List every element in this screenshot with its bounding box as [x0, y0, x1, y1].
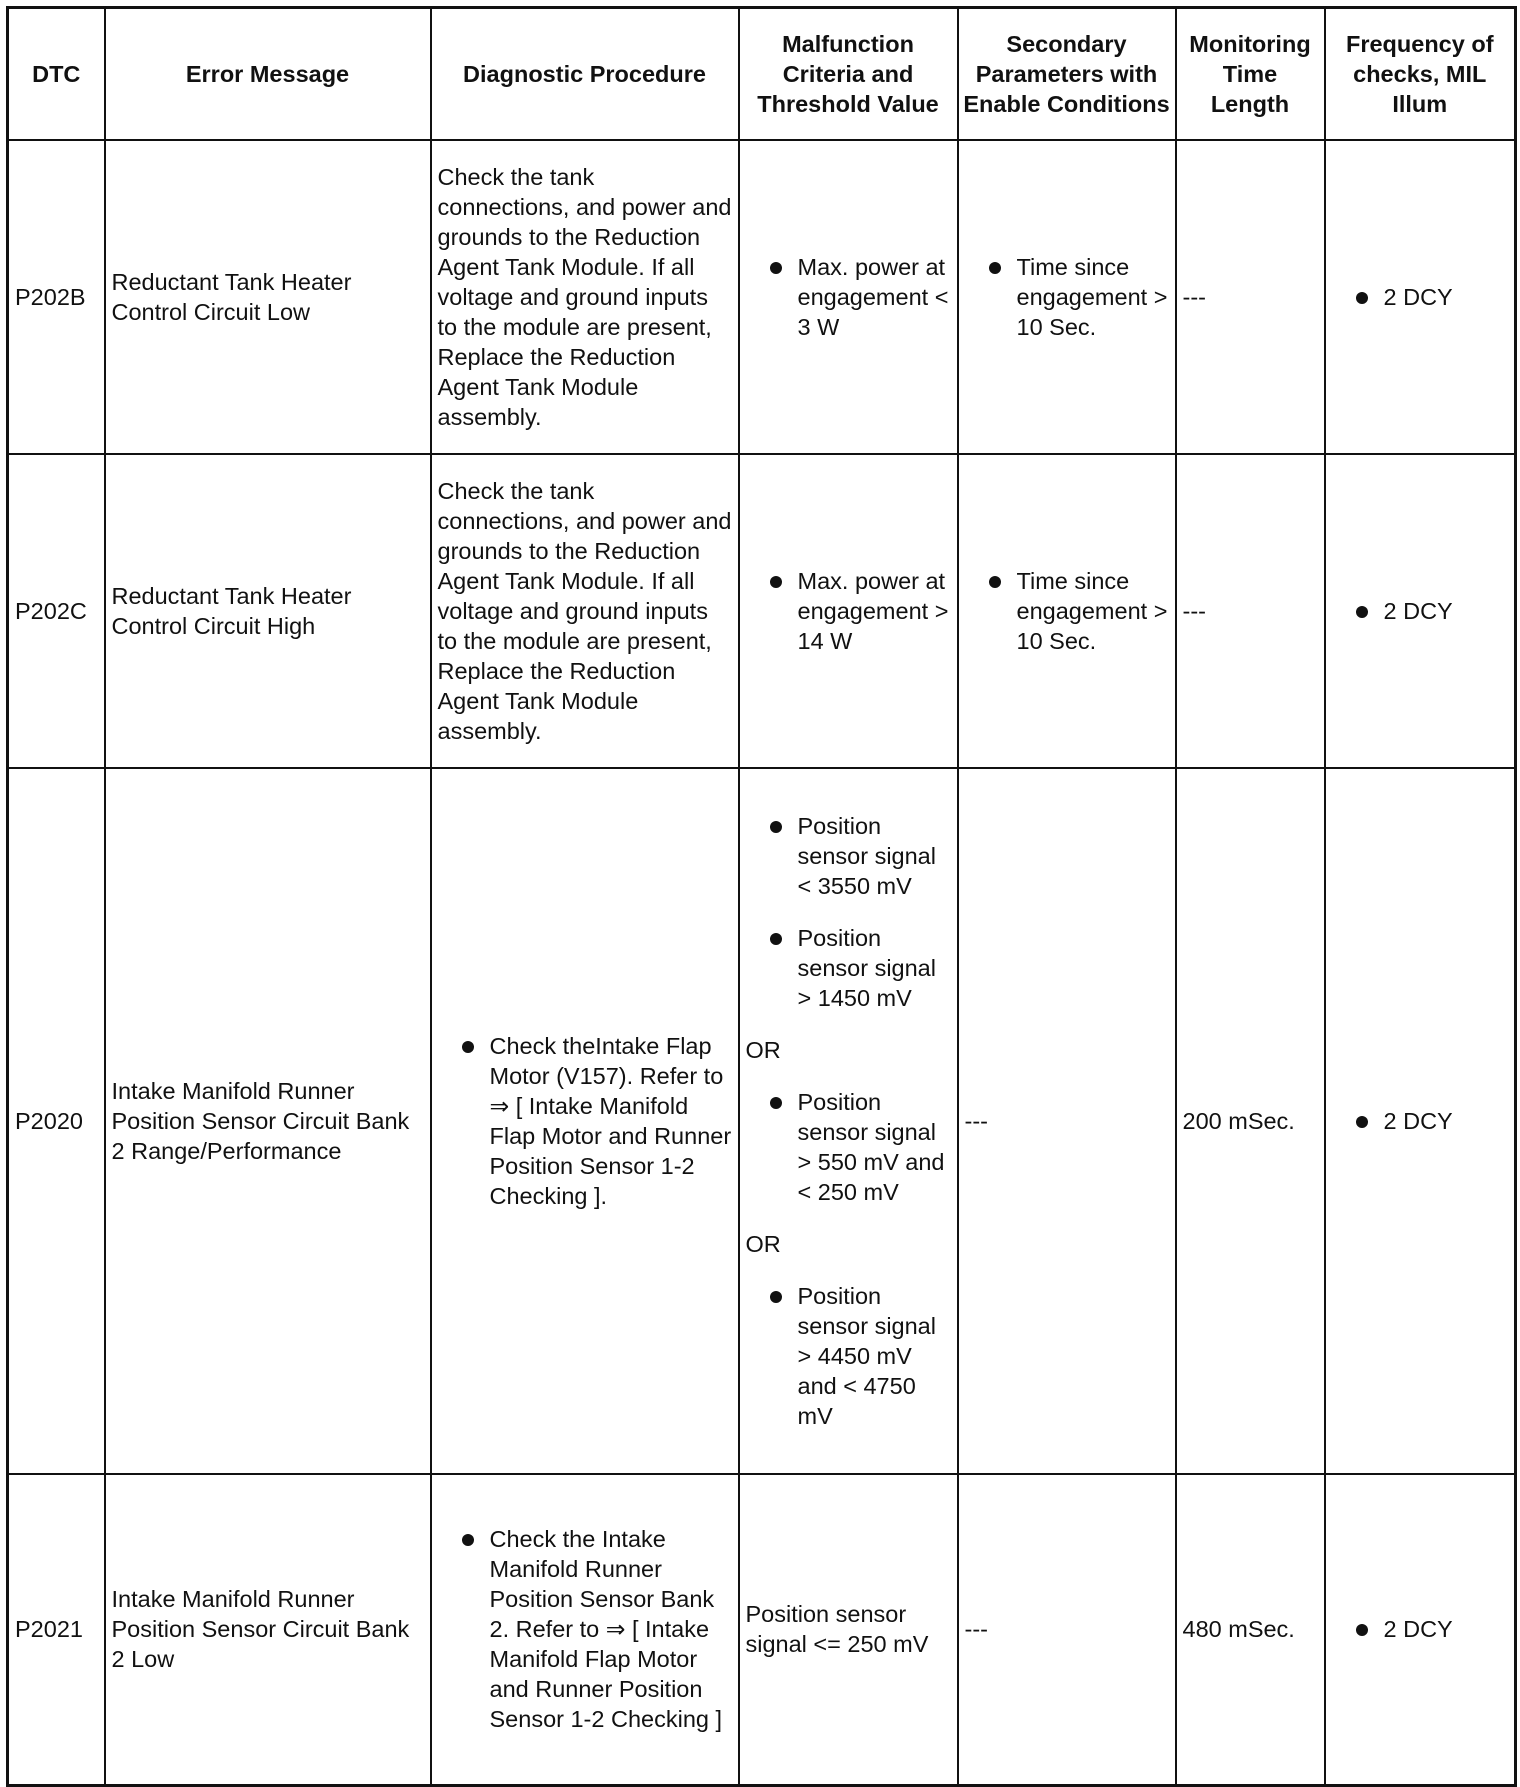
error-message: Intake Manifold Runner Position Sensor Circuit Bank 2 Range/Performance	[105, 768, 431, 1474]
secondary-bullet: Time since engagement > 10 Sec.	[965, 252, 1169, 342]
criteria-bullet: Max. power at engagement < 3 W	[746, 252, 951, 342]
error-message: Reductant Tank Heater Control Circuit High	[105, 454, 431, 768]
diagnostic-procedure: Check the tank connections, and power and grounds to the Reduction Agent Tank Module. If all voltage and ground inputs to the module are present, Replace the Reduction Agent Tank Module assembly.	[431, 454, 739, 768]
header-frequency: Frequency of checks, MIL Illum	[1325, 8, 1516, 141]
frequency-bullet: 2 DCY	[1332, 282, 1509, 312]
header-diagnostic-procedure: Diagnostic Procedure	[431, 8, 739, 141]
frequency	[1325, 768, 1516, 1474]
error-message: Intake Manifold Runner Position Sensor Circuit Bank 2 Low	[105, 1474, 431, 1785]
secondary-parameters: ---	[958, 768, 1176, 1474]
criteria-group	[746, 811, 951, 1431]
criteria-bullet: Position sensor signal > 550 mV and < 250 mV	[746, 1087, 951, 1207]
procedure-bullet: Check theIntake Flap Motor (V157). Refer to ⇒ [ Intake Manifold Flap Motor and Runner Position Sensor 1-2 Checking ].	[438, 1031, 732, 1211]
or-label: OR	[745, 1231, 781, 1257]
table-row-p2020	[8, 768, 1516, 1474]
frequency	[1325, 1474, 1516, 1785]
secondary-parameters	[958, 454, 1176, 768]
frequency-bullet: 2 DCY	[1332, 1106, 1509, 1136]
monitoring-time: ---	[1176, 140, 1325, 454]
dtc-code: P2021	[8, 1474, 105, 1785]
table-row-p2021	[8, 1474, 1516, 1785]
monitoring-time: ---	[1176, 454, 1325, 768]
secondary-bullet: Time since engagement > 10 Sec.	[965, 566, 1169, 656]
criteria-bullet: Max. power at engagement > 14 W	[746, 566, 951, 656]
diagnostic-procedure: Check the tank connections, and power and grounds to the Reduction Agent Tank Module. If all voltage and ground inputs to the module are present, Replace the Reduction Agent Tank Module assembly.	[431, 140, 739, 454]
criteria-bullet: Position sensor signal > 1450 mV	[746, 923, 951, 1013]
secondary-parameters	[958, 140, 1176, 454]
frequency-bullet: 2 DCY	[1332, 596, 1509, 626]
frequency	[1325, 140, 1516, 454]
or-label: OR	[745, 1037, 781, 1063]
dtc-table	[6, 6, 1517, 1787]
diagnostic-procedure	[431, 1474, 739, 1785]
header-error-message: Error Message	[105, 8, 431, 141]
error-message: Reductant Tank Heater Control Circuit Low	[105, 140, 431, 454]
table-row-p202b	[8, 140, 1516, 454]
frequency	[1325, 454, 1516, 768]
monitoring-time: 480 mSec.	[1176, 1474, 1325, 1785]
malfunction-criteria	[739, 768, 958, 1474]
criteria-bullet: Position sensor signal > 4450 mV and < 4750 mV	[746, 1281, 951, 1431]
header-secondary-parameters: Secondary Parameters with Enable Conditions	[958, 8, 1176, 141]
dtc-code: P202B	[8, 140, 105, 454]
header-dtc: DTC	[8, 8, 105, 141]
criteria-bullet: Position sensor signal < 3550 mV	[746, 811, 951, 901]
procedure-bullet: Check the Intake Manifold Runner Position Sensor Bank 2. Refer to ⇒ [ Intake Manifold Flap Motor and Runner Position Sensor 1-2 Checking ]	[438, 1524, 732, 1734]
monitoring-time: 200 mSec.	[1176, 768, 1325, 1474]
diagnostic-procedure	[431, 768, 739, 1474]
malfunction-criteria	[739, 140, 958, 454]
table-row-p202c	[8, 454, 1516, 768]
frequency-bullet: 2 DCY	[1332, 1614, 1509, 1644]
secondary-parameters: ---	[958, 1474, 1176, 1785]
header-row	[8, 8, 1516, 141]
dtc-code: P2020	[8, 768, 105, 1474]
header-monitoring-time: Monitoring Time Length	[1176, 8, 1325, 141]
header-malfunction-criteria: Malfunction Criteria and Threshold Value	[739, 8, 958, 141]
malfunction-criteria	[739, 454, 958, 768]
dtc-code: P202C	[8, 454, 105, 768]
malfunction-criteria: Position sensor signal <= 250 mV	[739, 1474, 958, 1785]
